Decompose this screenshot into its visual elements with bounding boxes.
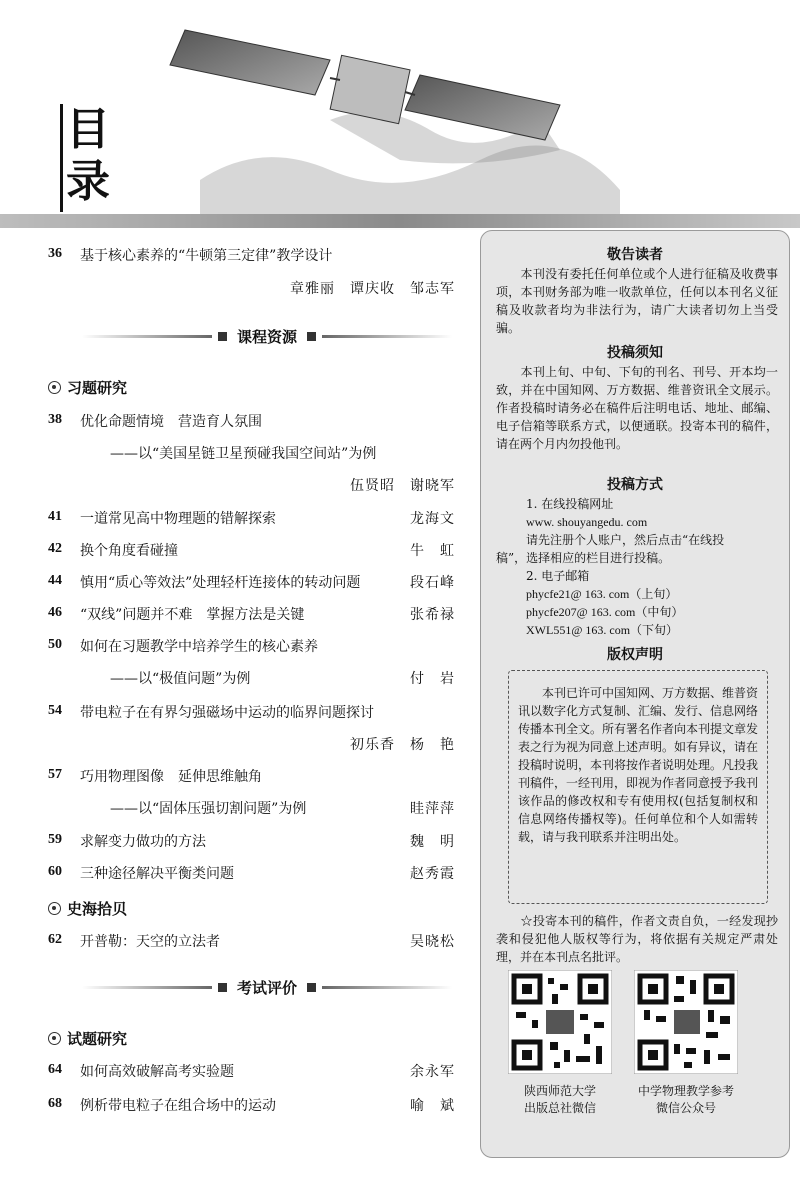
entry-authors: 牛 虹 (410, 543, 455, 559)
notice-body: 本刊没有委托任何单位或个人进行征稿及收费事项，本刊财务部为唯一收款单位，任何以本刊名义征稿及收款者均为非法行为，请广大读者切勿上当受骗。 (496, 267, 778, 335)
qr-caption-publisher (495, 1083, 625, 1117)
qr-code-icon (508, 970, 612, 1074)
bullet-circle-icon (48, 902, 61, 915)
entry-page: 36 (48, 246, 62, 261)
subsection-label: 史海拾贝 (67, 900, 128, 918)
entry-title[interactable]: 慎用“质心等效法”处理轻杆连接体的转动问题 (80, 575, 361, 591)
section-heading-exam: 考试评价 (237, 978, 298, 997)
subsection-label: 习题研究 (67, 379, 128, 397)
entry-subtitle: ——以“固体压强切割问题”为例 (110, 801, 307, 817)
entry-page: 59 (48, 832, 62, 847)
submission-body: 本刊上旬、中旬、下旬的刊名、刊号、开本均一致，并在中国知网、万方数据、维普资讯全文展示。作者投稿时请务必在稿件后注明电话、地址、邮编、电子信箱等联系方式，以便通联。投寄本刊的稿件，请在两个月内勿投他刊。 (496, 365, 778, 451)
qr-code-icon (634, 970, 738, 1074)
subsection-exercise (48, 377, 127, 398)
qr-caption-line: 陕西师范大学 (523, 1084, 596, 1098)
entry-title[interactable]: 如何在习题教学中培养学生的核心素养 (80, 639, 318, 655)
entry-title[interactable]: 基于核心素养的“牛顿第三定律”教学设计 (80, 248, 333, 264)
entry-authors: 段石峰 (410, 575, 455, 591)
qr-caption-line: 微信公众号 (655, 1101, 716, 1115)
entry-title[interactable]: 带电粒子在有界匀强磁场中运动的临界问题探讨 (80, 705, 374, 721)
qr-code-wechat[interactable] (634, 970, 738, 1074)
entry-page: 42 (48, 541, 62, 556)
entry-authors: 余永军 (410, 1064, 455, 1080)
section-divider-curriculum (82, 326, 452, 346)
entry-authors: 龙海文 (410, 511, 455, 527)
entry-page: 54 (48, 703, 62, 718)
email-lower[interactable]: XWL551@ 163. com（下旬） (526, 623, 679, 637)
entry-page: 50 (48, 637, 62, 652)
bullet-circle-icon (48, 381, 61, 394)
entry-page: 60 (48, 864, 62, 879)
email-upper[interactable]: phycfe21@ 163. com（上旬） (526, 587, 678, 601)
copyright-body: 本刊已许可中国知网、万方数据、维普资讯以数字化方式复制、汇编、发行、信息网络传播本刊全文。所有署名作者向本刊提文章发表之行为视为同意上述声明。如有异议，请在投稿时说明，本刊将按作者说明处理。凡投我刊稿件，一经刊用，即视为作者同意授予我刊该作品的修改权和专有使用权(包括复制权和信息网络传播权等)。任何单位和个人如需转载，请与我刊联系并注明出处。 (518, 686, 759, 844)
section-divider-exam (82, 977, 452, 997)
entry-title[interactable]: 如何高效破解高考实验题 (80, 1064, 234, 1080)
entry-authors: 付 岩 (410, 671, 455, 687)
copyright-title: 版权声明 (607, 647, 663, 663)
entry-subtitle: ——以“美国星链卫星预碰我国空间站”为例 (110, 446, 377, 462)
subsection-label: 试题研究 (67, 1030, 128, 1048)
submission-title: 投稿须知 (607, 345, 663, 361)
entry-title[interactable]: 一道常见高中物理题的错解探索 (80, 511, 276, 527)
entry-page: 44 (48, 573, 62, 588)
entry-authors: 章雅丽 谭庆收 邹志军 (290, 281, 455, 297)
notice-title: 敬告读者 (607, 247, 663, 263)
entry-title[interactable]: 优化命题情境 营造育人氛围 (80, 414, 262, 430)
entry-authors: 赵秀霞 (410, 866, 455, 882)
section-heading-curriculum: 课程资源 (237, 327, 298, 346)
entry-subtitle: ——以“极值问题”为例 (110, 671, 251, 687)
qr-caption-line: 中学物理教学参考 (637, 1084, 734, 1098)
entry-title[interactable]: 例析带电粒子在组合场中的运动 (80, 1098, 276, 1114)
entry-page: 57 (48, 767, 62, 782)
subsection-history (48, 898, 127, 919)
method-line: 稿”，选择相应的栏目进行投稿。 (496, 551, 671, 565)
entry-authors: 吴晓松 (410, 934, 455, 950)
header-band (0, 214, 800, 228)
entry-authors: 张希禄 (410, 607, 455, 623)
qr-caption-wechat (621, 1083, 751, 1117)
entry-authors: 初乐香 杨 艳 (350, 737, 455, 753)
method-line: 2. 电子邮箱 (526, 569, 590, 583)
entry-page: 46 (48, 605, 62, 620)
warning-body: ☆投寄本刊的稿件，作者文责自负，一经发现抄袭和侵犯他人版权等行为，将依据有关规定严肃处理，并在本刊点名批评。 (496, 914, 778, 964)
entry-authors: 喻 斌 (410, 1098, 455, 1114)
bullet-circle-icon (48, 1032, 61, 1045)
page-title-char-1: 目 (66, 104, 110, 155)
method-line: 1. 在线投稿网址 (526, 497, 614, 511)
entry-title[interactable]: 巧用物理图像 延伸思维触角 (80, 769, 262, 785)
entry-page: 64 (48, 1062, 62, 1077)
method-title: 投稿方式 (607, 477, 663, 493)
qr-caption-line: 出版总社微信 (523, 1101, 596, 1115)
entry-page: 62 (48, 932, 62, 947)
entry-title[interactable]: 开普勒：天空的立法者 (80, 934, 220, 950)
entry-title[interactable]: 三种途径解决平衡类问题 (80, 866, 234, 882)
method-line: 请先注册个人账户，然后点击“在线投 (526, 533, 725, 547)
entry-authors: 魏 明 (410, 834, 455, 850)
subsection-test (48, 1028, 127, 1049)
entry-authors: 眭萍萍 (410, 801, 455, 817)
entry-page: 41 (48, 509, 62, 524)
page-title-char-2: 录 (66, 156, 110, 207)
method-url[interactable]: www. shouyangedu. com (526, 515, 648, 529)
qr-code-publisher[interactable] (508, 970, 612, 1074)
entry-title[interactable]: 换个角度看碰撞 (80, 543, 178, 559)
email-middle[interactable]: phycfe207@ 163. com（中旬） (526, 605, 684, 619)
entry-page: 68 (48, 1096, 62, 1111)
entry-authors: 伍贤昭 谢晓军 (350, 478, 455, 494)
entry-title[interactable]: 求解变力做功的方法 (80, 834, 206, 850)
entry-page: 38 (48, 412, 62, 427)
entry-title[interactable]: “双线”问题并不难 掌握方法是关键 (80, 607, 305, 623)
